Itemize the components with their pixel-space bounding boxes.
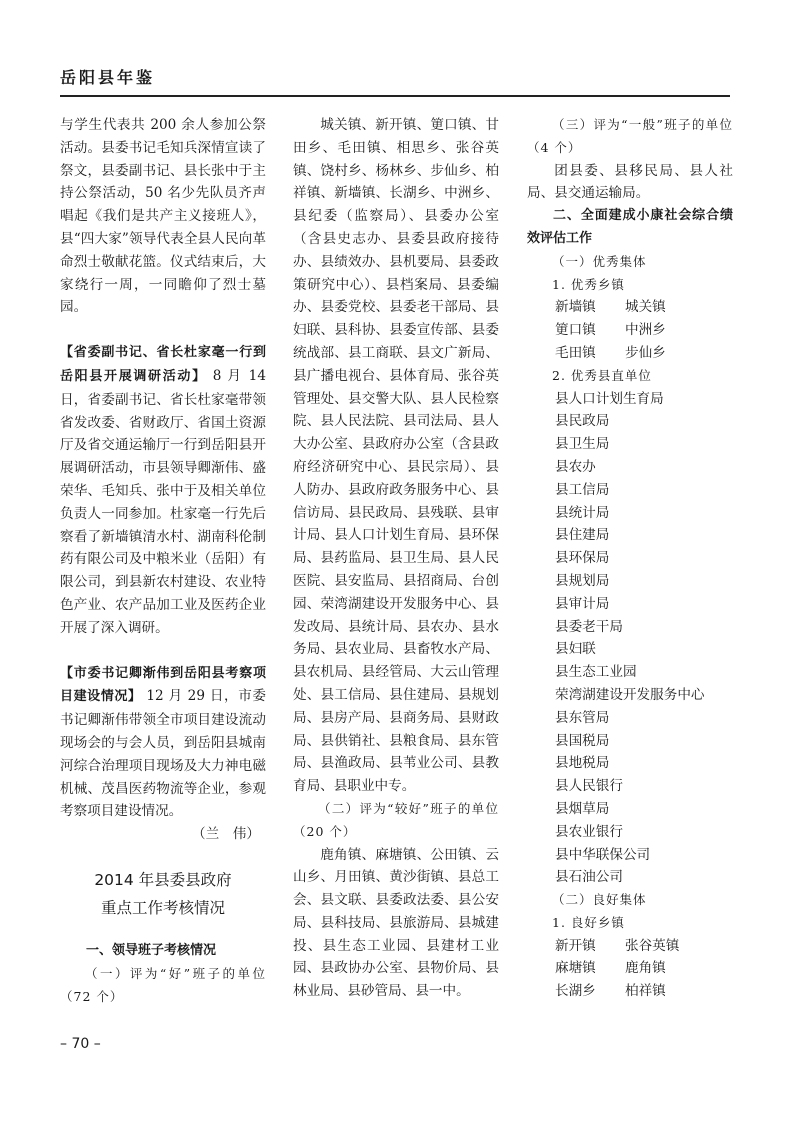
subsection-good: （一）评为“好”班子的单位（72 个）	[60, 965, 266, 1004]
unit-name: 新开镇	[555, 937, 596, 954]
list-item: 县人民银行	[555, 778, 623, 795]
unit-name: 柏祥镇	[625, 983, 666, 1000]
unit-name: 长湖乡	[555, 983, 596, 1000]
list-item: 县住建局	[555, 527, 610, 544]
list-item	[527, 980, 733, 1003]
article-title-line-2: 重点工作考核情况	[100, 898, 225, 917]
unit-name: 麻塘镇	[555, 960, 596, 977]
list-good-units: 城关镇、新开镇、筻口镇、甘田乡、毛田镇、相思乡、张谷英镇、饶村乡、杨林乡、步仙乡、柏祥镇、新墙镇、长湖乡、中洲乡、县纪委（监察局）、县委办公室（含县史志办、县委县政府接待办、县绩效办、县机要局、县委政策研究中心）、县档案局、县委编办、县委党校、县委老干部局、县妇联、县科协、县委宣传部、县委统战部、县工商联、县文广新局、县广播电视台、县体育局、张谷英管理处、县交警大队、县人民检察院、县人民法院、县司法局、县人大办公室、县政府办公室（含县政府经济研究中心、县民宗局）、县人防办、县政府政务服务中心、县信访局、县民政局、县残联、县审计局、县人口计划生育局、县环保局、县药监局、县卫生局、县人民医院、县安监局、县招商局、台创园、荣湾湖建设开发服务中心、县发改局、县统计局、县农办、县水务局、县农业局、县畜牧水产局、县农机局、县经管局、大云山管理处、县工信局、县住建局、县规划局、县房产局、县商务局、县财政局、县供销社、县粮食局、县东管局、县渔政局、县苇业公司、县教育局、县职业中专。	[293, 117, 499, 795]
list-item: 县农办	[555, 458, 596, 475]
unit-name: 步仙乡	[625, 344, 666, 361]
unit-name: 新墙镇	[555, 299, 596, 316]
list-better-units: 鹿角镇、麻塘镇、公田镇、云山乡、月田镇、黄沙街镇、县总工会、县文联、县委政法委、县公安局、县科技局、县旅游局、县城建投、县生态工业园、县建材工业园、县政协办公室、县物价局、县林业局、县砂管局、县一中。	[293, 846, 499, 1000]
list-item: 县环保局	[555, 550, 610, 567]
page-number: – 70 –	[60, 1036, 101, 1052]
news-item-title: 【市委书记卿渐伟到岳阳县考察项目建设情况】	[60, 665, 266, 705]
unit-name: 毛田镇	[555, 344, 596, 361]
list-item: 县卫生局	[555, 436, 610, 453]
list-item: 县审计局	[555, 595, 610, 612]
subsection-good-collective: （二）良好集体	[552, 892, 647, 908]
news-item-text: 8 月 14 日，省委副书记、省长杜家毫带领省发改委、省财政厅、省国土资源厅及省交通运输厅一行到岳阳县开展调研活动，市县领导卿渐伟、盛荣华、毛知兵、张中于及相关单位负责人一同参加。杜家毫一行先后察看了新墙镇清水村、湖南科伦制药有限公司及中粮米业（岳阳）有限公司，到县新农村建设、农业特色产业、农产品加工业及医药企业开展了深入调研。	[60, 367, 266, 636]
article-title	[60, 866, 266, 922]
header-rule	[60, 95, 730, 97]
column-2	[293, 114, 499, 1003]
list-item	[527, 935, 733, 958]
list-item: 县东管局	[555, 709, 610, 726]
excellent-towns-list	[527, 296, 733, 364]
list-item: 县民政局	[555, 413, 610, 430]
column-3	[527, 114, 733, 1003]
list-item	[527, 342, 733, 365]
list-item: 县生态工业园	[555, 664, 637, 681]
news-item-secretary-visit	[60, 662, 266, 824]
excellent-units-list	[527, 388, 733, 890]
paragraph-memorial-continued: 与学生代表共 200 余人参加公祭活动。县委书记毛知兵深情宣读了祭文，县委副书记、县长张中于主持公祭活动，50 名少先队员齐声唱起《我们是共产主义接班人》，县“四大家”领导代表全县人民向革命烈士敬献花篮。仪式结束后，大家绕行一周，一同瞻仰了烈士墓园。	[60, 117, 266, 316]
good-towns-label: 1. 良好乡镇	[552, 914, 625, 930]
list-item	[527, 319, 733, 342]
subsection-general: （三）评为“一般”班子的单位（4 个）	[527, 117, 733, 155]
list-item: 县地税局	[555, 755, 610, 772]
list-item: 县人口计划生育局	[555, 390, 664, 407]
excellent-units-label: 2. 优秀县直单位	[552, 367, 652, 383]
news-item-governor-visit	[60, 341, 266, 639]
list-item: 荣湾湖建设开发服务中心	[555, 686, 705, 703]
unit-name: 鹿角镇	[625, 960, 666, 977]
section-heading-leadership: 一、领导班子考核情况	[86, 942, 217, 958]
subsection-better: （二）评为“较好”班子的单位（20 个）	[293, 800, 499, 839]
article-title-line-1: 2014 年县委县政府	[94, 870, 232, 889]
news-item-text: 12 月 29 日，市委书记卿渐伟带领全市项目建设流动现场会的与会人员，到岳阳县城南河综合治理项目现场及大力神电磁机械、茂昌医药物流等企业，参观考察项目建设情况。	[60, 688, 266, 820]
subsection-excellent: （一）优秀集体	[552, 253, 647, 269]
unit-name: 中洲乡	[625, 322, 666, 339]
list-general-units: 团县委、县移民局、县人社局、县交通运输局。	[527, 162, 733, 202]
good-towns-list	[527, 935, 733, 1003]
section-heading-xiaokang: 二、全面建成小康社会综合绩效评估工作	[527, 208, 733, 246]
unit-name: 筻口镇	[555, 322, 596, 339]
list-item: 县规划局	[555, 572, 610, 589]
list-item: 县石油公司	[555, 869, 623, 886]
author-signature: （兰 伟）	[192, 826, 260, 843]
list-item: 县农业银行	[555, 823, 623, 840]
running-header-title: 岳阳县年鉴	[60, 68, 156, 87]
list-item	[527, 957, 733, 980]
list-item: 县妇联	[555, 641, 596, 658]
list-item	[527, 296, 733, 319]
excellent-towns-label: 1. 优秀乡镇	[552, 276, 625, 292]
unit-name: 城关镇	[625, 299, 666, 316]
list-item: 县烟草局	[555, 800, 610, 817]
list-item: 县国税局	[555, 732, 610, 749]
list-item: 县委老干局	[555, 618, 623, 635]
news-item-title: 【省委副书记、省长杜家毫一行到岳阳县开展调研活动】	[60, 345, 266, 384]
list-item: 县工信局	[555, 481, 610, 498]
list-item: 县统计局	[555, 504, 610, 521]
list-item: 县中华联保公司	[555, 846, 651, 863]
column-1	[60, 114, 266, 1008]
unit-name: 张谷英镇	[625, 937, 680, 954]
